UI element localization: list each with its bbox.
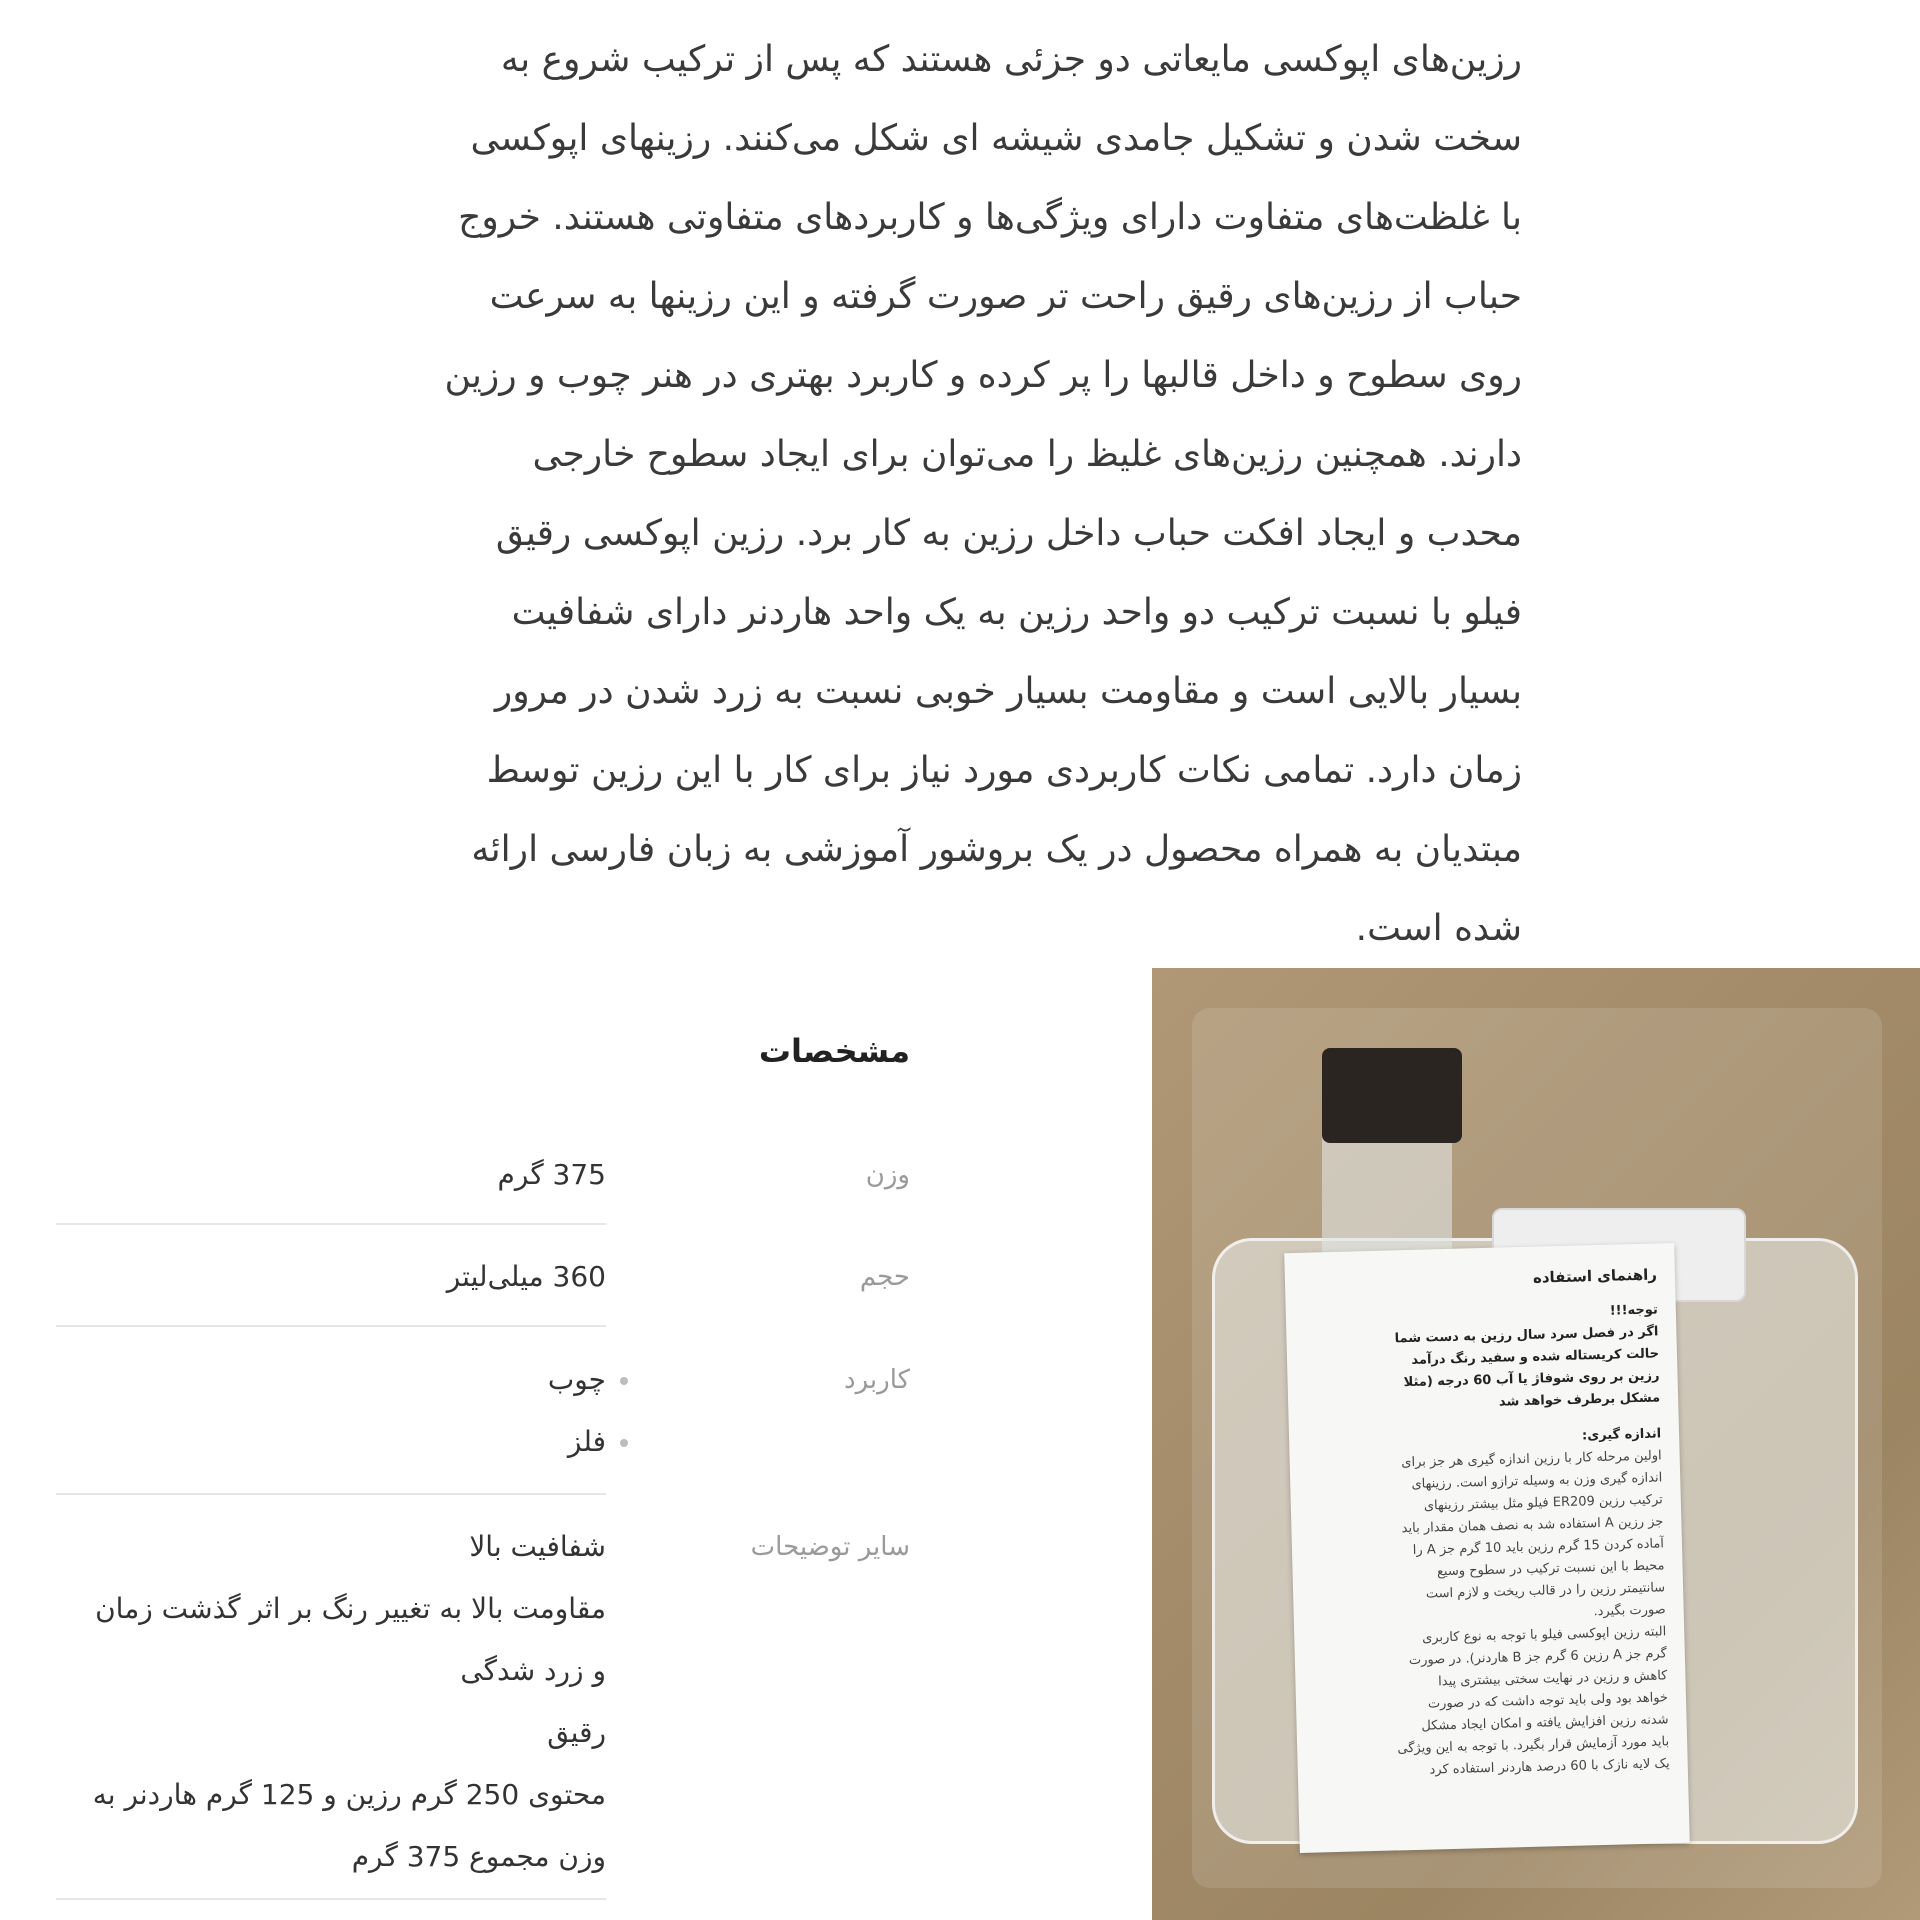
leaflet-line: خواهد بود ولی باید توجه داشت که در صورت [1427, 1690, 1669, 1712]
spec-label-volume: حجم [859, 1262, 910, 1292]
description-line: شده است. [1355, 908, 1522, 949]
leaflet-line: صورت بگیرد. [1593, 1602, 1666, 1620]
description-line: سخت شدن و تشکیل جامدی شیشه ای شکل می‌کنند. رزینهای اپوکسی [470, 118, 1522, 159]
divider [56, 1493, 606, 1495]
leaflet-line: جز رزین A استفاده شد به نصف همان مقدار باید [1401, 1514, 1664, 1537]
leaflet-line: اگر در فصل سرد سال رزین به دست شما [1394, 1324, 1659, 1347]
other-note-line: رقیق [547, 1716, 606, 1749]
spec-label-weight: وزن [865, 1160, 910, 1190]
leaflet-line: اندازه گیری وزن به وسیله ترازو است. رزینهای [1411, 1470, 1663, 1492]
usage-item: چوب [56, 1349, 606, 1411]
product-description [400, 20, 1522, 968]
leaflet-line: گرم جز A رزین 6 گرم جز B هاردنر). در صورت [1408, 1646, 1668, 1669]
specs-title: مشخصات [758, 1032, 910, 1070]
description-line: بسیار بالایی است و مقاومت بسیار خوبی نسبت به زرد شدن در مرور [494, 671, 1522, 712]
other-note-line: شفافیت بالا [469, 1530, 606, 1563]
leaflet-notice-head: توجه!!! [1609, 1302, 1659, 1319]
divider [56, 1898, 606, 1900]
description-line: با غلظت‌های متفاوت دارای ویژگی‌ها و کاربردهای متفاوتی هستند. خروج [458, 197, 1522, 238]
product-photo [1152, 968, 1920, 1920]
leaflet-line: مشکل برطرف خواهد شد [1498, 1390, 1661, 1410]
spec-label-usage: کاربرد [843, 1365, 910, 1395]
other-note-line: وزن مجموع 375 گرم [351, 1840, 606, 1873]
spec-value-weight: 375 گرم [497, 1158, 606, 1191]
leaflet-line: شدنه رزین افزایش یافته و امکان ایجاد مشکل [1421, 1712, 1669, 1734]
spec-value-other [56, 1516, 606, 1888]
leaflet-line: باید مورد آزمایش قرار بگیرد. با توجه به این ویژگی [1397, 1734, 1670, 1757]
description-line: حباب از رزین‌های رقیق راحت تر صورت گرفته و این رزینها به سرعت [489, 276, 1522, 317]
leaflet-line: اولین مرحله کار با رزین اندازه گیری هر جز برای [1401, 1448, 1662, 1471]
leaflet-measure-head: اندازه گیری: [1581, 1426, 1662, 1444]
leaflet-line: حالت کریستاله شده و سفید رنگ درآمد [1411, 1346, 1660, 1368]
other-note-line: محتوی 250 گرم رزین و 125 گرم هاردنر به [92, 1778, 606, 1811]
leaflet-line: ترکیب رزین ER209 فیلو مثل بیشتر رزینهای [1423, 1492, 1663, 1514]
leaflet-line: محیط با این نسبت ترکیب در سطوح وسیع [1436, 1558, 1665, 1580]
bottle-cap [1322, 1048, 1462, 1143]
leaflet-line: یک لایه نازک با 60 درصد هاردنر استفاده کرد [1429, 1756, 1670, 1778]
divider [56, 1325, 606, 1327]
leaflet-line: البته رزین اپوکسی فیلو با توجه به نوع کاربری [1421, 1624, 1667, 1646]
spec-label-other: سایر توضیحات [750, 1532, 910, 1562]
leaflet-title: راهنمای استفاده [1532, 1265, 1658, 1287]
description-line: مبتدیان به همراه محصول در یک بروشور آموزشی به زبان فارسی ارائه [471, 829, 1522, 870]
usage-item: فلز [56, 1411, 606, 1473]
leaflet-line: کاهش و رزین در نهایت سختی بیشتری پیدا [1437, 1668, 1668, 1690]
leaflet-line: رزین بر روی شوفاژ یا آب 60 درجه (مثلا [1403, 1368, 1660, 1391]
spec-value-volume: 360 میلی‌لیتر [446, 1260, 606, 1293]
description-line: فیلو با نسبت ترکیب دو واحد رزین به یک واحد هاردنر دارای شفافیت [511, 592, 1522, 633]
description-line: دارند. همچنین رزین‌های غلیظ را می‌توان برای ایجاد سطوح خارجی [532, 434, 1522, 475]
description-line: زمان دارد. تمامی نکات کاربردی مورد نیاز برای کار با این رزین توسط [486, 750, 1522, 791]
description-line: روی سطوح و داخل قالبها را پر کرده و کاربرد بهتری در هنر چوب و رزین [444, 355, 1522, 396]
leaflet-line: آماده کردن 15 گرم رزین باید 10 گرم جز A را [1412, 1536, 1665, 1558]
divider [56, 1223, 606, 1225]
leaflet-line: سانتیمتر رزین را در قالب ریخت و لازم است [1425, 1580, 1666, 1602]
description-line: محدب و ایجاد افکت حباب داخل رزین به کار برد. رزین اپوکسی رقیق [495, 513, 1522, 554]
instruction-leaflet [1284, 1243, 1690, 1853]
other-note-line: مقاومت بالا به تغییر رنگ بر اثر گذشت زمان [95, 1592, 606, 1625]
description-line: رزین‌های اپوکسی مایعاتی دو جزئی هستند که پس از ترکیب شروع به [500, 39, 1522, 80]
spec-value-usage [56, 1349, 606, 1473]
other-note-line: و زرد شدگی [460, 1654, 606, 1687]
